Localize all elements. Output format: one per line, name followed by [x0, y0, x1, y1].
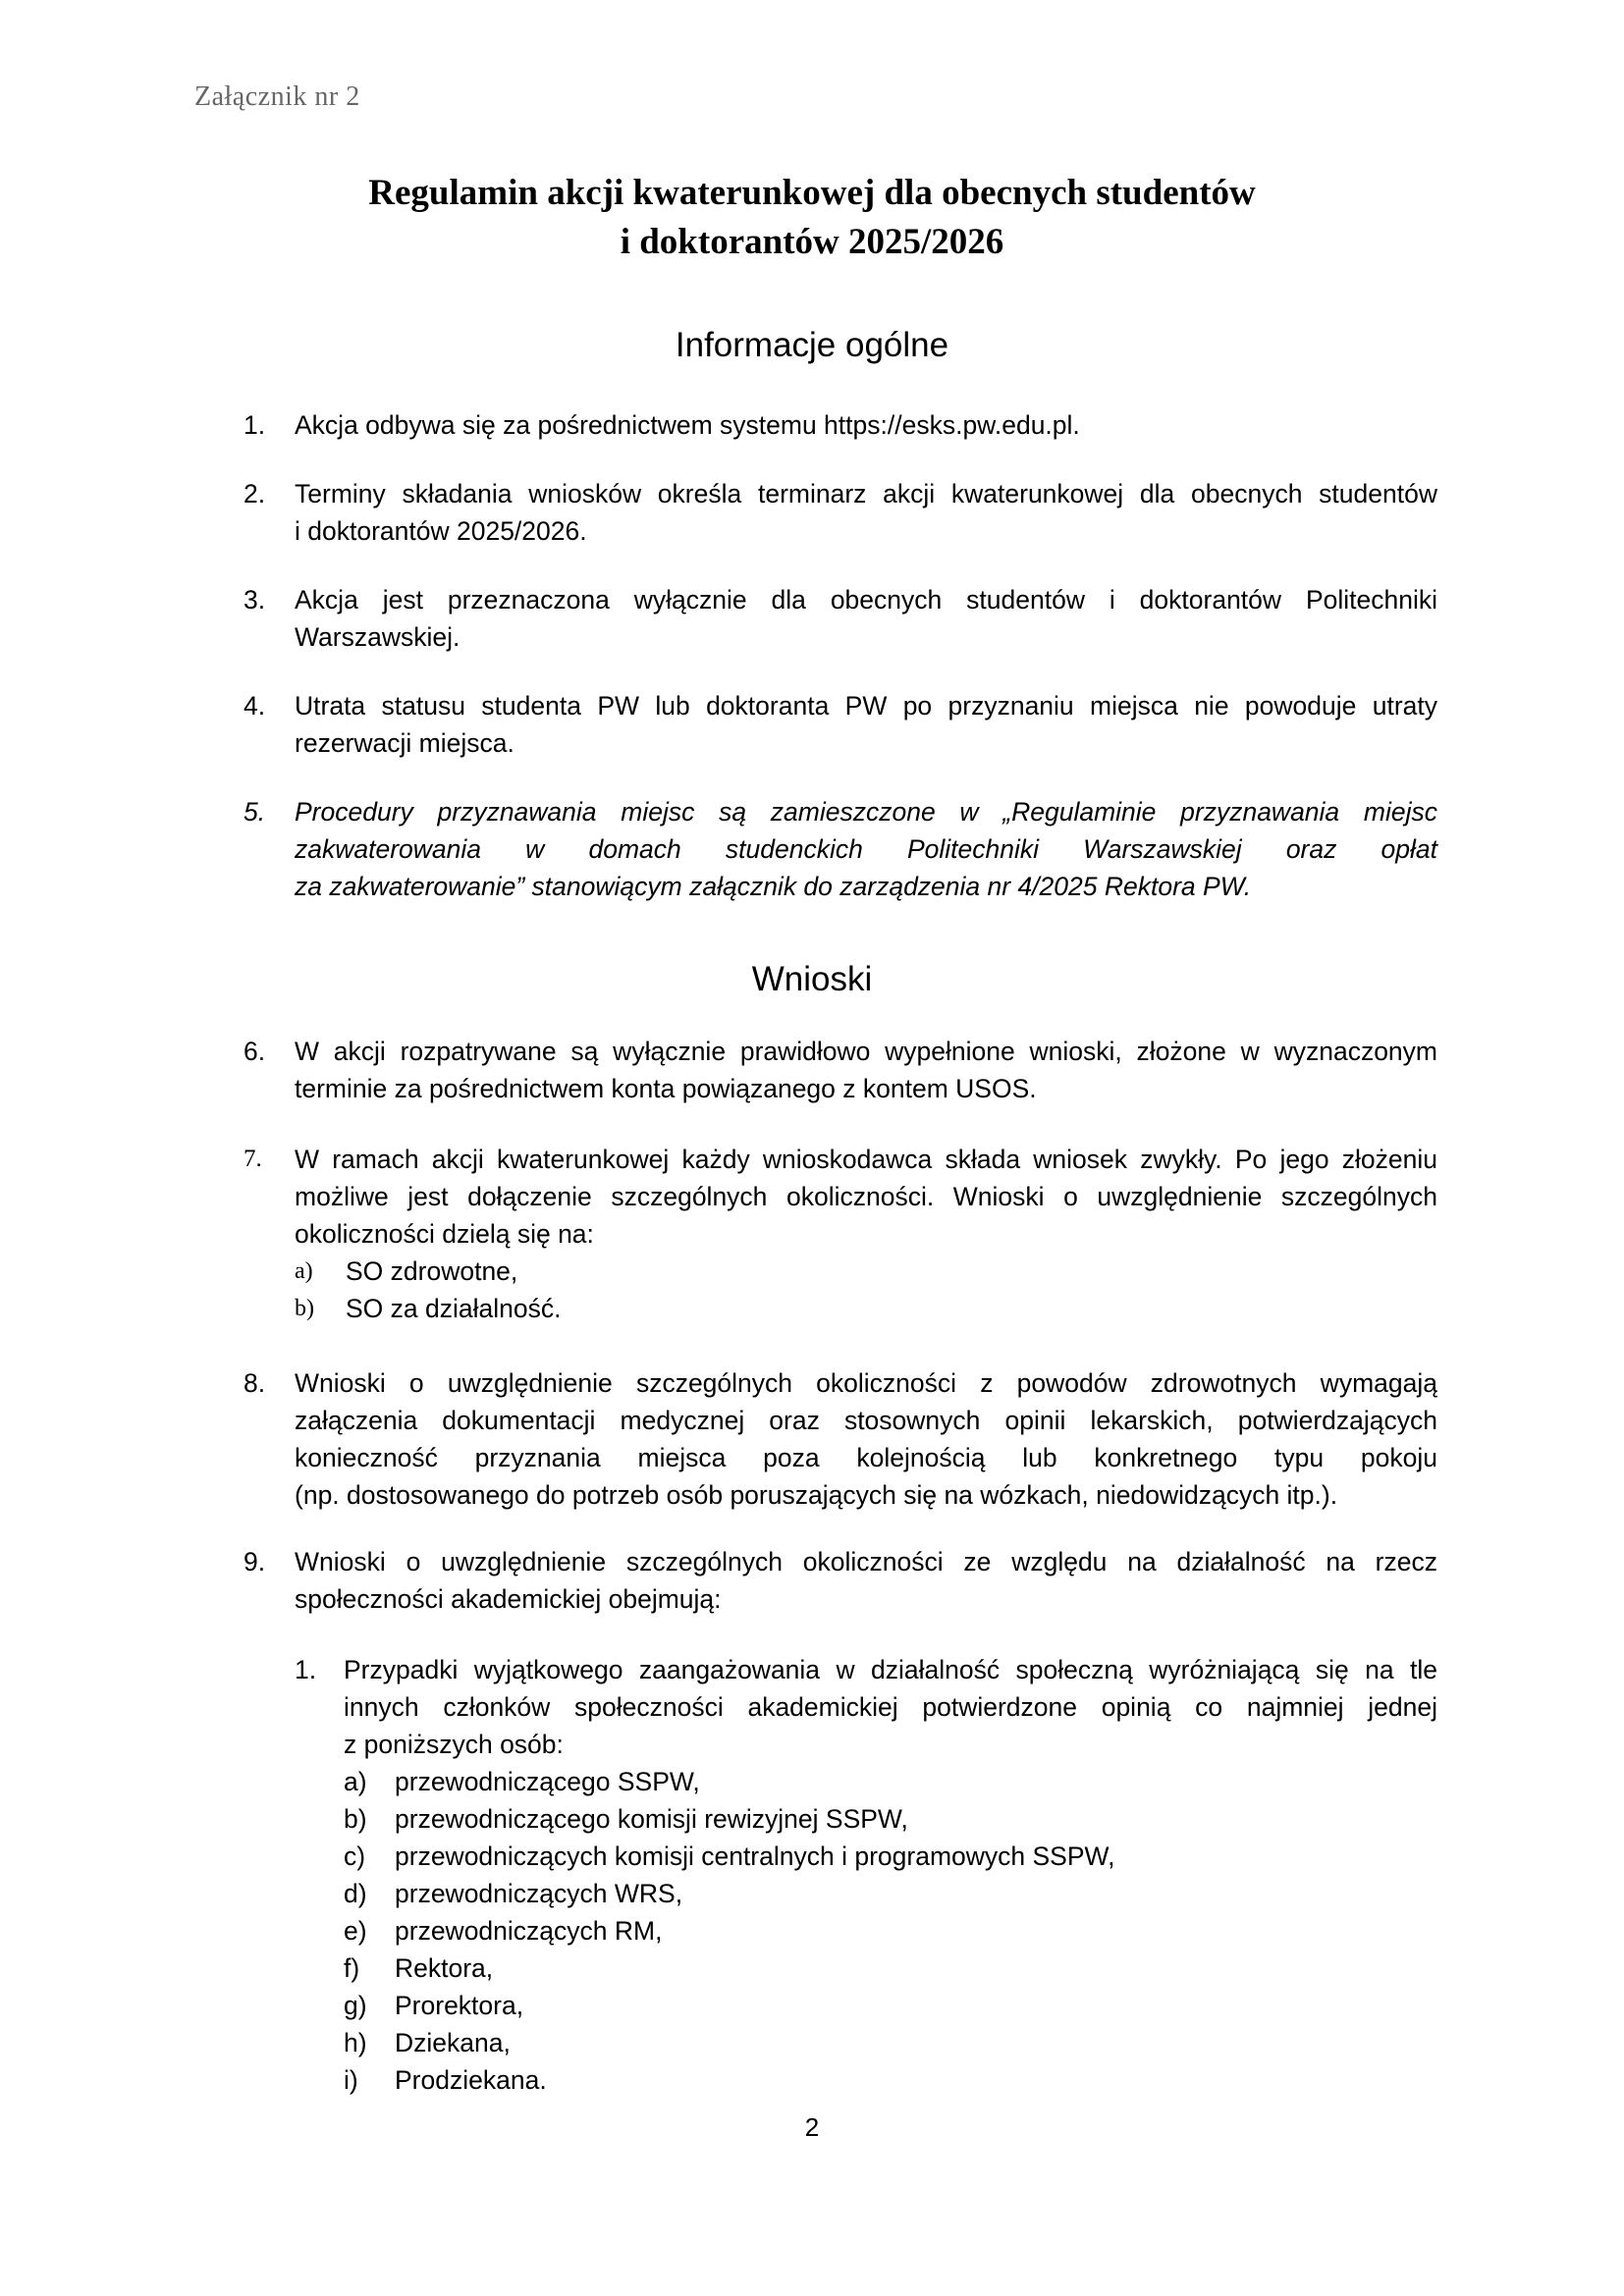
- list-item: [244, 1141, 1437, 1327]
- sub-item-letter: a): [344, 1767, 367, 1796]
- sub-item: [344, 1763, 1437, 1800]
- item-line: i doktorantów 2025/2026.: [295, 516, 587, 546]
- item-text: [295, 406, 1437, 444]
- sub-item: [295, 1253, 1437, 1290]
- sub-item: [295, 1290, 1437, 1327]
- item-text: [295, 1033, 1437, 1107]
- sub-item-letter: b): [295, 1296, 314, 1321]
- sub-item-letter: f): [344, 1953, 360, 1983]
- item-number: 8.: [244, 1368, 266, 1398]
- attachment-label: Załącznik nr 2: [194, 81, 360, 112]
- item-line: konieczność przyznania miejsca poza kolejnością lub konkretnego typu pokoju: [295, 1443, 1437, 1472]
- sub-item-text: przewodniczącego komisji rewizyjnej SSPW,: [395, 1804, 908, 1834]
- item-number: 5.: [244, 797, 266, 827]
- sub-item: [344, 2061, 1437, 2099]
- list-item: [244, 687, 1437, 762]
- item-line: W ramach akcji kwaterunkowej każdy wnioskodawca składa wniosek zwykły. Po jego złożeniu: [295, 1145, 1437, 1174]
- item-text: [295, 581, 1437, 656]
- sub-item-letter: i): [344, 2065, 358, 2095]
- nested-item-text: [344, 1651, 1437, 2099]
- nested-item-number: 1.: [295, 1655, 317, 1684]
- sub-item-letter: g): [344, 1991, 367, 2020]
- item-line: W akcji rozpatrywane są wyłącznie prawidłowo wypełnione wnioski, złożone w wyznaczonym: [295, 1037, 1437, 1066]
- sub-item-letter: c): [344, 1842, 366, 1871]
- list-item: [244, 793, 1437, 905]
- item-text: [295, 1141, 1437, 1327]
- list-item: [244, 1364, 1437, 1514]
- item-line: społeczności akademickiej obejmują:: [295, 1584, 722, 1614]
- item-number: 9.: [244, 1547, 266, 1576]
- item-line: zakwaterowania w domach studenckich Politechniki Warszawskiej oraz opłat: [295, 834, 1437, 864]
- item-line: Utrata statusu studenta PW lub doktoranta PW po przyznaniu miejsca nie powoduje utraty: [295, 691, 1437, 721]
- sub-item: [344, 1949, 1437, 1987]
- sub-item-text: przewodniczących WRS,: [395, 1879, 683, 1908]
- item-text: [295, 1543, 1437, 1618]
- sub-item-text: przewodniczących RM,: [395, 1916, 663, 1946]
- sub-item-text: Prodziekana.: [395, 2065, 547, 2095]
- item-line: Warszawskiej.: [295, 622, 460, 652]
- sub-item: [344, 1912, 1437, 1949]
- sub-item: [344, 1875, 1437, 1912]
- sub-item: [344, 2024, 1437, 2061]
- item-line: (np. dostosowanego do potrzeb osób poruszających się na wózkach, niedowidzących itp.).: [295, 1480, 1338, 1510]
- item-text: [295, 793, 1437, 905]
- item-line: Przypadki wyjątkowego zaangażowania w działalność społeczną wyróżniającą się na tle: [344, 1655, 1437, 1684]
- item-line: rezerwacji miejsca.: [295, 728, 514, 758]
- item-line: Akcja jest przeznaczona wyłącznie dla obecnych studentów i doktorantów Politechniki: [295, 585, 1437, 614]
- list-item: [244, 475, 1437, 550]
- title-line-2: i doktorantów 2025/2026: [620, 222, 1004, 262]
- section-heading-applications: Wnioski: [751, 960, 873, 998]
- nested-list-item: [295, 1651, 1437, 2099]
- sub-item-text: przewodniczących komisji centralnych i programowych SSPW,: [395, 1842, 1115, 1871]
- sub-item-text: przewodniczącego SSPW,: [395, 1767, 700, 1796]
- page-number: 2: [804, 2112, 820, 2142]
- list-item: [244, 1033, 1437, 1107]
- item-line: okoliczności dzielą się na:: [295, 1219, 594, 1249]
- sub-item: [344, 1800, 1437, 1838]
- sub-item-text: Rektora,: [395, 1953, 494, 1983]
- item-text: [295, 475, 1437, 550]
- item-number: 6.: [244, 1037, 266, 1066]
- item-line: innych członków społeczności akademickiej potwierdzone opinią co najmniej jednej: [344, 1692, 1437, 1722]
- item-text: [295, 687, 1437, 762]
- item-number: 1.: [244, 410, 266, 440]
- item-line: Terminy składania wniosków określa terminarz akcji kwaterunkowej dla obecnych studentów: [295, 479, 1437, 508]
- item-number: 4.: [244, 691, 266, 721]
- title-line-1: Regulamin akcji kwaterunkowej dla obecnych studentów: [368, 173, 1256, 213]
- sub-item-letter: b): [344, 1804, 367, 1834]
- item-line: Wnioski o uwzględnienie szczególnych okoliczności ze względu na działalność na rzecz: [295, 1547, 1437, 1576]
- item-line: Akcja odbywa się za pośrednictwem systemu https://esks.pw.edu.pl.: [295, 410, 1080, 440]
- item-line: terminie za pośrednictwem konta powiązanego z kontem USOS.: [295, 1074, 1037, 1103]
- sub-item-text: SO zdrowotne,: [346, 1256, 518, 1286]
- list-item: [244, 1543, 1437, 1618]
- section-heading-general: Informacje ogólne: [675, 326, 949, 364]
- item-line: z poniższych osób:: [344, 1730, 564, 1759]
- sub-item: [344, 1987, 1437, 2024]
- item-number: 7.: [244, 1146, 262, 1172]
- sub-item-text: SO za działalność.: [346, 1294, 562, 1323]
- item-text: [295, 1364, 1437, 1514]
- sub-item-letter: e): [344, 1916, 367, 1946]
- item-number: 2.: [244, 479, 266, 508]
- item-line: Procedury przyznawania miejsc są zamieszczone w „Regulaminie przyznawania miejsc: [295, 797, 1437, 827]
- sub-item-letter: a): [295, 1258, 313, 1284]
- sub-item: [344, 1838, 1437, 1875]
- item-number: 3.: [244, 585, 266, 614]
- sub-item-text: Prorektora,: [395, 1991, 524, 2020]
- item-line: za zakwaterowanie” stanowiącym załącznik do zarządzenia nr 4/2025 Rektora PW.: [295, 872, 1252, 901]
- list-item: [244, 406, 1437, 444]
- sub-item-text: Dziekana,: [395, 2028, 511, 2057]
- item-line: możliwe jest dołączenie szczególnych okoliczności. Wnioski o uwzględnienie szczególnych: [295, 1182, 1437, 1211]
- sub-item-letter: h): [344, 2028, 367, 2057]
- list-item: [244, 581, 1437, 656]
- item-line: Wnioski o uwzględnienie szczególnych okoliczności z powodów zdrowotnych wymagają: [295, 1368, 1437, 1398]
- item-line: załączenia dokumentacji medycznej oraz stosownych opinii lekarskich, potwierdzających: [295, 1406, 1437, 1435]
- sub-item-letter: d): [344, 1879, 367, 1908]
- document-title: [0, 169, 1624, 267]
